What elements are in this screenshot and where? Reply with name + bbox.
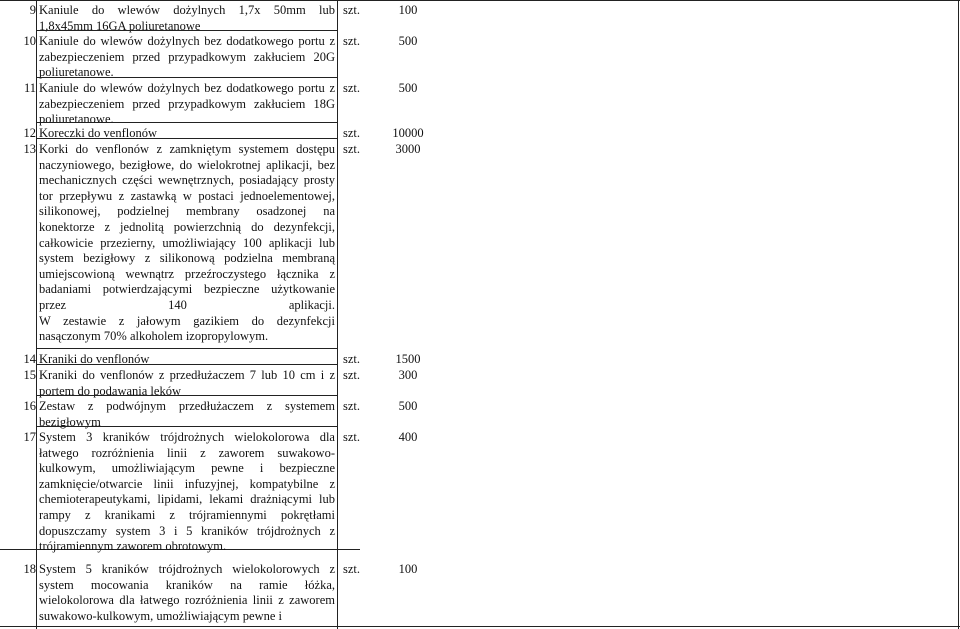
description-line: rampy z kranikami z trójramiennymi pokrętłami <box>39 507 335 522</box>
row-number: 10 <box>23 34 36 48</box>
description-line: nasączonym 70% alkoholem izopropylowym. <box>39 329 269 344</box>
unit-of-measure: szt. <box>343 126 361 140</box>
item-description <box>39 352 335 368</box>
description-line: suwakowo-kulkowym, umożliwiającym pewne i <box>39 608 283 623</box>
row-divider <box>36 348 337 349</box>
row-number: 17 <box>23 430 36 444</box>
unit-of-measure: szt. <box>343 34 361 48</box>
description-line: system bezigłowy z silikonową podzielna membraną <box>39 251 335 266</box>
description-line: naczyniowego, bezigłowe, do wielokrotnej aplikacji, bez <box>39 157 335 172</box>
description-line: przez 140 aplikacji. <box>39 297 335 312</box>
description-line: Koreczki do venflonów <box>39 126 158 140</box>
unit-of-measure: szt. <box>343 81 361 95</box>
description-line: zamknięcie/otwarcie linii infuzyjnej, kompatybilne z <box>39 476 335 491</box>
description-line: Kraniki do venflonów z przedłużaczem 7 lub 10 cm i z <box>39 368 335 382</box>
row-number: 12 <box>23 126 36 140</box>
item-description <box>39 34 335 81</box>
item-description <box>39 126 335 142</box>
quantity: 300 <box>398 368 418 382</box>
row-divider <box>36 122 337 123</box>
quantity: 500 <box>398 34 418 48</box>
row-number: 9 <box>29 3 36 17</box>
unit-of-measure: szt. <box>343 368 361 382</box>
item-description <box>39 81 335 128</box>
description-line: Korki do venflonów z zamkniętym systemem dostępu <box>39 142 335 156</box>
description-line: Kaniule do wlewów dożylnych bez dodatkowego portu z <box>39 81 335 95</box>
description-line: Kaniule do wlewów dożylnych bez dodatkowego portu z <box>39 34 335 48</box>
quantity: 500 <box>398 399 418 413</box>
row-divider <box>0 0 960 1</box>
unit-of-measure: szt. <box>343 399 361 413</box>
description-line: Kraniki do venflonów <box>39 352 150 366</box>
item-description <box>39 430 335 555</box>
description-line: łatwego rozróżnienia linii z zaworem suwakowo- <box>39 445 335 460</box>
quantity: 10000 <box>392 126 424 140</box>
description-line: mechanicznych części wewnętrznych, posiadający prosty <box>39 173 335 188</box>
row-divider <box>36 364 337 365</box>
description-line: umiejscowioną wewnątrz przeźroczystego łącznika z <box>39 266 335 281</box>
description-line: Kaniule do wlewów dożylnych 1,7x 50mm lub <box>39 3 335 17</box>
row-divider <box>36 138 337 139</box>
description-line: poliuretanowe. <box>39 112 114 127</box>
description-line: wielokolorowa dla łatwego rozróżnienia linii z zaworem <box>39 593 335 608</box>
quantity: 3000 <box>395 142 421 156</box>
row-number: 15 <box>23 368 36 382</box>
row-number: 14 <box>23 352 36 366</box>
description-line: system mocowania kraników na ramie łóżka, <box>39 577 335 592</box>
description-line: zabezpieczeniem przed przypadkowym zakłuciem 18G <box>39 96 335 111</box>
unit-of-measure: szt. <box>343 430 361 444</box>
description-line: zabezpieczeniem przed przypadkowym zakłuciem 20G <box>39 49 335 64</box>
row-divider <box>36 426 337 427</box>
description-line: trójramiennym zaworem obrotowym. <box>39 539 227 554</box>
column-divider <box>36 0 37 629</box>
row-divider <box>0 626 960 627</box>
quantity: 500 <box>398 81 418 95</box>
description-line: badaniami potwierdzającymi bezpieczne użytkowanie <box>39 282 335 297</box>
row-divider <box>36 30 337 31</box>
row-divider <box>36 77 337 78</box>
description-line: tor przepływu z zastawką w postaci jednoelementowej, <box>39 188 335 203</box>
row-divider <box>36 395 337 396</box>
description-line: W zestawie z jałowym gazikiem do dezynfekcji <box>39 313 335 328</box>
row-number: 13 <box>23 142 36 156</box>
description-line: bezigłowym <box>39 414 101 429</box>
item-description <box>39 562 335 624</box>
quantity: 100 <box>398 3 418 17</box>
quantity: 1500 <box>395 352 421 366</box>
unit-of-measure: szt. <box>343 352 361 366</box>
description-line: silikonowej, podzielnej membrany osadzonej na <box>39 204 335 219</box>
item-description <box>39 142 335 345</box>
description-line: całkowicie przezierny, umożliwiający 100 aplikacji lub <box>39 235 335 250</box>
row-number: 16 <box>23 399 36 413</box>
description-line: kulkowym, umożliwiającym pewne i bezpieczne <box>39 461 335 476</box>
quantity: 100 <box>398 562 418 576</box>
row-number: 18 <box>23 562 36 576</box>
unit-of-measure: szt. <box>343 3 361 17</box>
unit-of-measure: szt. <box>343 562 361 576</box>
description-line: chemioterapeutykami, lipidami, lekami drażniącymi lub <box>39 492 335 507</box>
description-line: portem do podawania leków <box>39 383 181 398</box>
column-divider <box>337 0 338 629</box>
quantity: 400 <box>398 430 418 444</box>
description-line: poliuretanowe. <box>39 65 114 80</box>
description-line: System 5 kraników trójdrożnych wielokolorowych z <box>39 562 335 576</box>
description-line: System 3 kraników trójdrożnych wielokolorowa dla <box>39 430 335 444</box>
unit-of-measure: szt. <box>343 142 361 156</box>
column-divider <box>958 0 959 629</box>
description-line: konektorze z jednolitą powierzchnią do dezynfekcji, <box>39 219 335 234</box>
description-line: dopuszczamy system 3 i 5 kraników trójdrożnych z <box>39 523 335 538</box>
description-line: Zestaw z podwójnym przedłużaczem z systemem <box>39 399 335 413</box>
row-number: 11 <box>23 81 36 95</box>
description-line: 1,8x45mm 16GA poliuretanowe <box>39 18 201 33</box>
